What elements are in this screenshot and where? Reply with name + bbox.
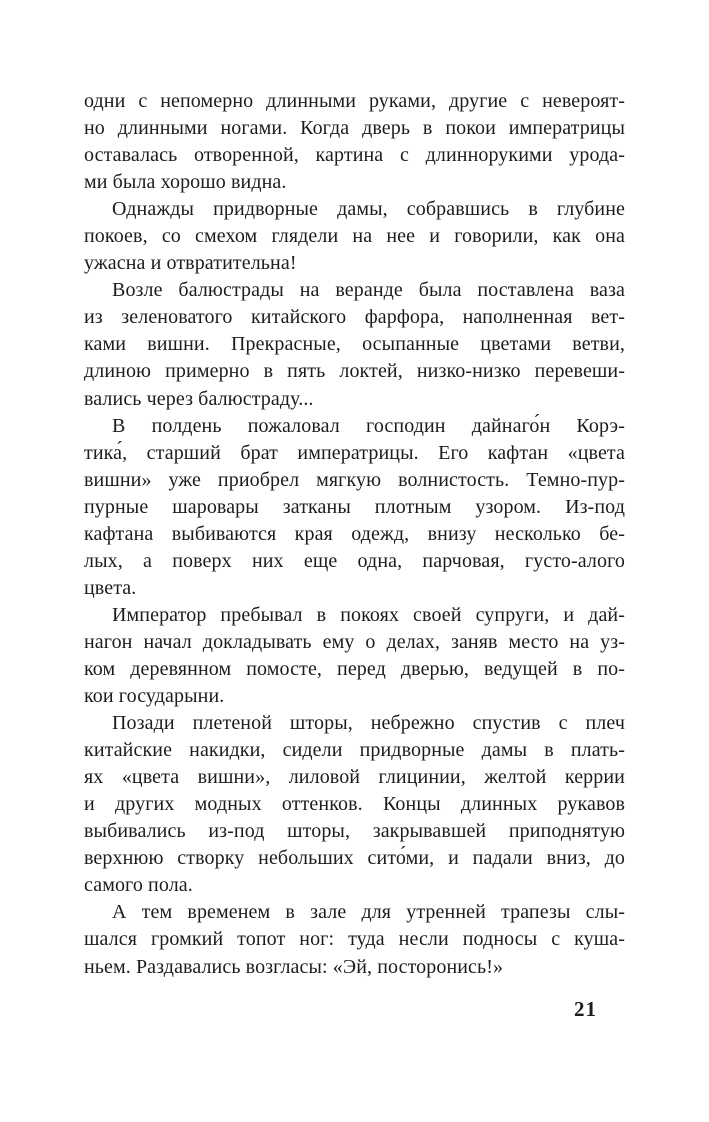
text-line: А тем временем в зале для утренней трапезы слы- xyxy=(112,901,625,924)
text-line: но длинными ногами. Когда дверь в покои императрицы xyxy=(84,117,625,140)
paragraph xyxy=(84,277,625,412)
text-line: Император пребывал в покоях своей супруги, и дай- xyxy=(112,603,625,626)
text-line: В полдень пожаловал господин дайнаго́н Корэ- xyxy=(112,414,625,437)
text-line: ях «цвета вишни», лиловой глицинии, желтой керрии xyxy=(84,766,625,789)
paragraph xyxy=(84,899,625,980)
text-line: одни с непомерно длинными руками, другие с невероят- xyxy=(84,90,625,112)
text-line: оставалась отворенной, картина с длиннорукими урода- xyxy=(84,144,625,167)
text-line: выбивались из-под шторы, закрывавшей приподнятую xyxy=(84,820,625,843)
text-line: и других модных оттенков. Концы длинных рукавов xyxy=(84,793,625,816)
text-line: покоев, со смехом глядели на нее и говорили, как она xyxy=(84,225,625,248)
text-line: длиною примерно в пять локтей, низко-низко перевеши- xyxy=(84,360,625,383)
text-line: кафтана выбиваются края одежд, внизу несколько бе- xyxy=(84,522,625,545)
text-line: ньем. Раздавались возгласы: «Эй, посторонись!» xyxy=(84,955,504,978)
text-line: тика́, старший брат императрицы. Его кафтан «цвета xyxy=(84,441,625,464)
paragraph xyxy=(84,196,625,277)
text-line: из зеленоватого китайского фарфора, наполненная вет- xyxy=(84,306,625,329)
text-line: вались через балюстраду... xyxy=(84,387,314,410)
paragraph xyxy=(84,710,625,899)
paragraph xyxy=(84,602,625,710)
paragraph xyxy=(84,413,625,602)
page-number: 21 xyxy=(574,997,597,1021)
text-line: лых, а поверх них еще одна, парчовая, густо-алого xyxy=(84,549,625,572)
text-line: цвета. xyxy=(84,576,137,599)
text-line: Позади плетеной шторы, небрежно спустив с плеч xyxy=(112,712,625,735)
text-line: пурные шаровары затканы плотным узором. Из-под xyxy=(84,495,625,518)
text-block xyxy=(84,88,625,981)
text-line: ком деревянном помосте, перед дверью, ведущей в по- xyxy=(84,657,625,680)
text-line: самого пола. xyxy=(84,874,193,897)
text-line: ми была хорошо видна. xyxy=(84,171,287,194)
text-line: ками вишни. Прекрасные, осыпанные цветами ветви, xyxy=(84,333,625,356)
text-line: ужасна и отвратительна! xyxy=(84,252,297,275)
text-line: кои государыни. xyxy=(84,685,225,708)
text-line: вишни» уже приобрел мягкую волнистость. Темно-пур- xyxy=(84,468,625,491)
text-line: верхнюю створку небольших сито́ми, и падали вниз, до xyxy=(84,847,625,870)
text-line: китайские накидки, сидели придворные дамы в плать- xyxy=(84,739,625,762)
text-line: шался громкий топот ног: туда несли подносы с куша- xyxy=(84,928,625,951)
text-line: нагон начал докладывать ему о делах, заняв место на уз- xyxy=(84,630,625,653)
text-line: Однажды придворные дамы, собравшись в глубине xyxy=(112,198,625,221)
paragraph xyxy=(84,88,625,196)
text-line: Возле балюстрады на веранде была поставлена ваза xyxy=(112,279,625,302)
